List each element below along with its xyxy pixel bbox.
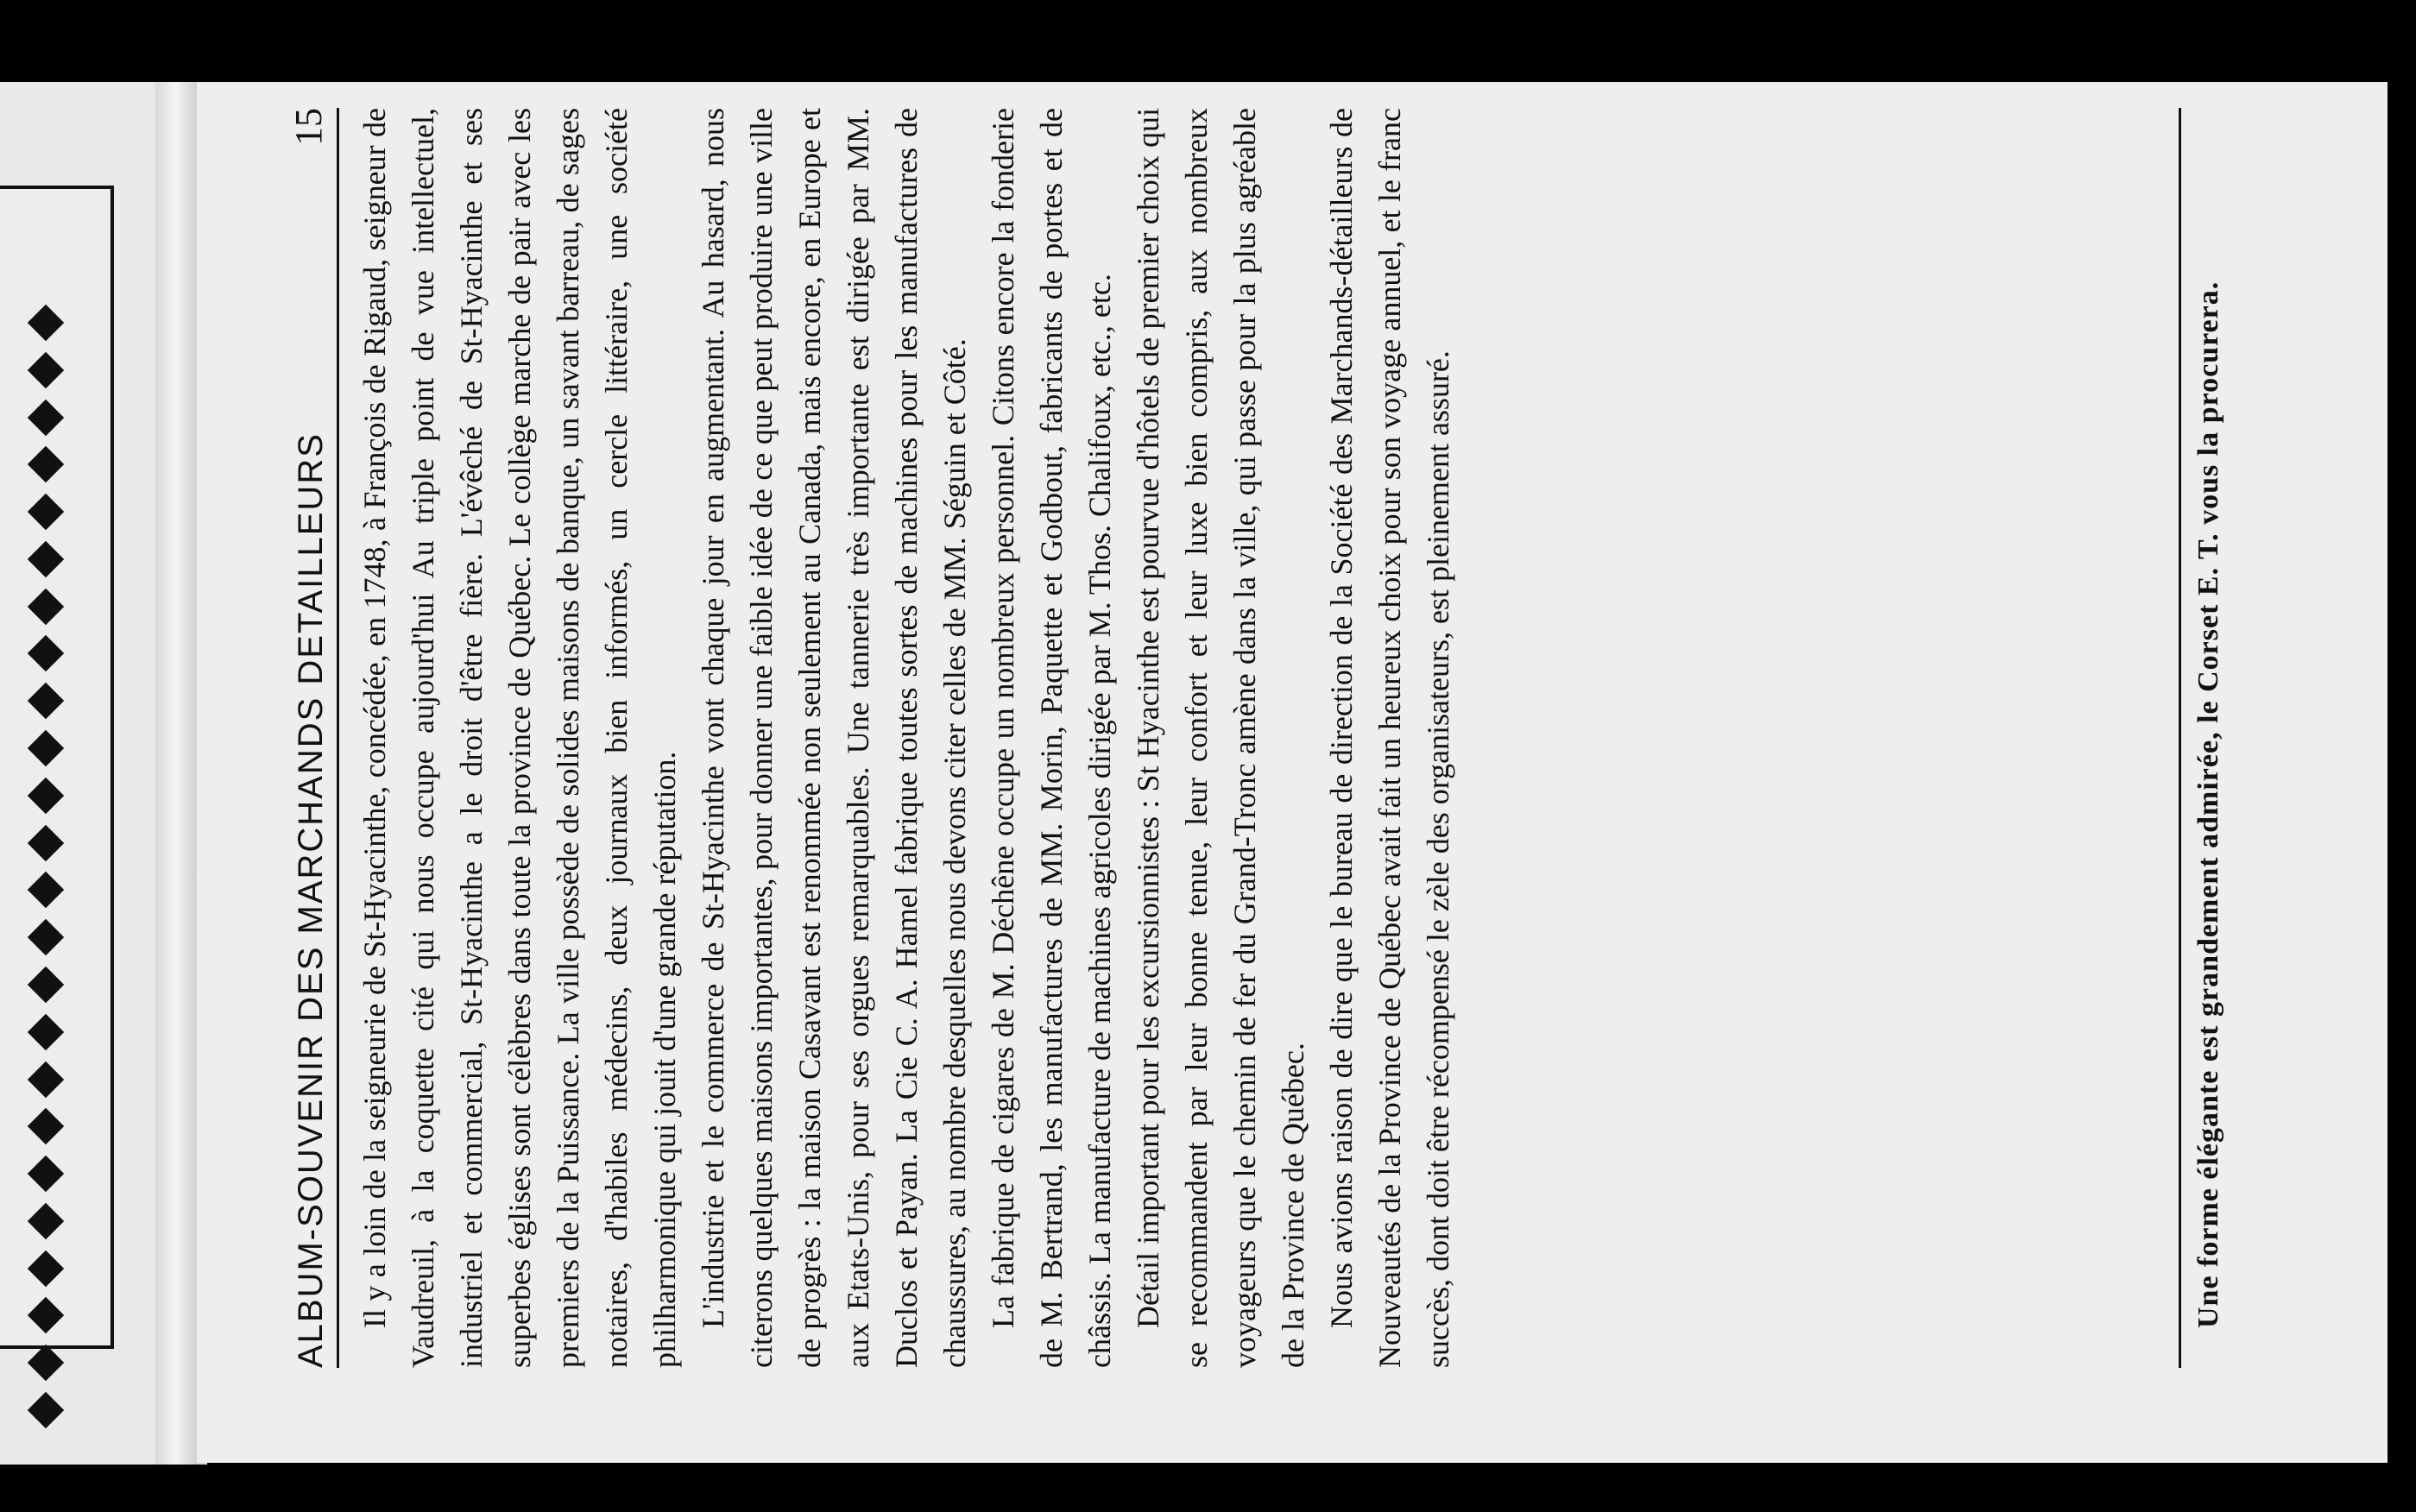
diamond-icon <box>28 967 64 1003</box>
diamond-icon <box>28 919 64 955</box>
diamond-icon <box>28 1250 64 1286</box>
diamond-icon <box>28 541 64 577</box>
diamond-icon <box>28 683 64 719</box>
diamond-icon <box>28 1203 64 1239</box>
left-page-frame <box>0 186 114 1349</box>
page-number: 15 <box>287 108 330 146</box>
diamond-icon <box>28 1014 64 1050</box>
diamond-icon <box>28 730 64 766</box>
paragraph: Il y a loin de la seigneurie de St-Hyacinthe, concédée, en 1748, à François de Rigaud, seigneur de Vaudreuil, à la coquette cité qui nous occupe aujourd'hui Au triple point de vue intellectuel, industriel et commercial, St-Hyacinthe a le droit d'être fière. L'évêché de St-Hyacinthe et ses superbes églises sont célèbres dans toute la province de Québec. Le collège marche de pair avec les premiers de la Puissance. La ville possède de solides maisons de banque, un savant barreau, de sages notaires, d'habiles médecins, deux journaux bien informés, un cercle littéraire, une société philharmonique qui jouit d'une grande réputation. <box>357 108 682 1368</box>
running-header <box>270 108 337 1368</box>
diamond-icon <box>28 446 64 482</box>
rotated-page-content <box>197 91 2388 1463</box>
diamond-icon <box>28 305 64 341</box>
diamond-icon <box>28 1392 64 1428</box>
paragraph: L'industrie et le commerce de St-Hyacinthe vont chaque jour en augmentant. Au hasard, nous citerons quelques maisons importantes, pour donner une faible idée de ce que peut produire une ville de progrès : la maison Casavant est renommée non seulement au Canada, mais encore, en Europe et aux Etats-Unis, pour ses orgues remarquables. Une tannerie très importante est dirigée par MM. Duclos et Payan. La Cie C. A. Hamel fabrique toutes sortes de machines pour les manufactures de chaussures, au nombre desquelles nous devons citer celles de MM. Séguin et Côté. <box>696 108 972 1368</box>
diamond-icon <box>28 635 64 671</box>
diamond-icon <box>28 1108 64 1144</box>
diamond-icon <box>28 399 64 435</box>
diamond-icon <box>28 1061 64 1097</box>
diamond-icon <box>28 872 64 908</box>
diamond-icon <box>28 824 64 860</box>
header-rule <box>337 108 339 1368</box>
diamond-icon <box>28 494 64 530</box>
page <box>197 82 2388 1463</box>
diamond-icon <box>28 1156 64 1192</box>
running-header-title: ALBUM-SOUVENIR DES MARCHANDS DETAILLEURS <box>292 432 330 1368</box>
diamond-icon <box>28 1297 64 1333</box>
footer-advertisement: Une forme élégante est grandement admirée, le Corset E. T. vous la procurera. <box>2192 280 2224 1328</box>
body-text <box>350 108 2034 1368</box>
paragraph: Détail important pour les excursionnistes : St Hyacinthe est pourvue d'hôtels de premier choix qui se recommandent par leur bonne tenue, leur confort et leur luxe bien compris, aux nombreux voyageurs que le chemin de fer du Grand-Tronc amène dans la ville, qui passe pour la plus agréable de la Province de Québec. <box>1131 108 1310 1368</box>
footer-rule <box>2179 108 2181 1368</box>
diamond-icon <box>28 352 64 388</box>
diamond-row-icon <box>26 310 66 1423</box>
diamond-icon <box>28 1345 64 1381</box>
diamond-icon <box>28 588 64 624</box>
diamond-icon <box>28 778 64 814</box>
paragraph: Nous avions raison de dire que le bureau de direction de la Société des Marchands-détailleurs de Nouveautés de la Province de Québec avait fait un heureux choix pour son voyage annuel, et le franc succès, dont doit être récompensé le zèle des organisateurs, est pleinement assuré. <box>1324 108 1455 1368</box>
paragraph: La fabrique de cigares de M. Déchêne occupe un nombreux personnel. Citons encore la fonderie de M. Bertrand, les manufactures de MM. Morin, Paquette et Godbout, fabricants de portes et de châssis. La manufacture de machines agricoles dirigée par M. Thos. Chalifoux, etc., etc. <box>986 108 1117 1368</box>
